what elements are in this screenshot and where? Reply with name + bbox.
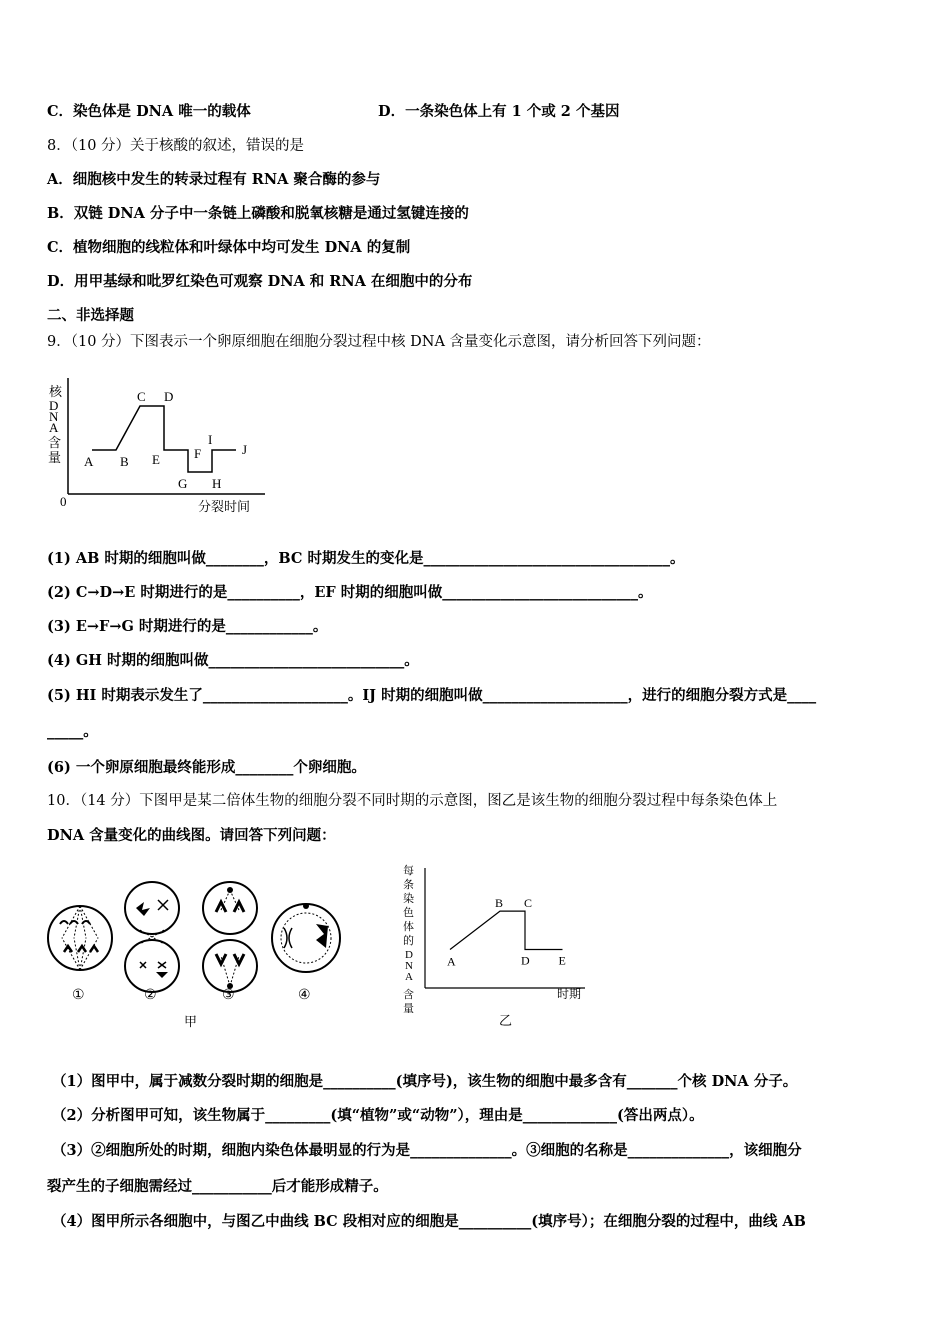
q9-sub4: (4) GH 时期的细胞叫做___________________________。 — [47, 652, 419, 669]
svg-text:量: 量 — [403, 1003, 414, 1015]
q9-x-label: 分裂时间 — [198, 499, 251, 514]
q9-sub6: (6) 一个卵原细胞最终能形成________个卵细胞。 — [47, 759, 366, 776]
q10-sub2: （2）分析图甲可知，该生物属于_________(填“植物”或“动物”），理由是_____________(答出两点）。 — [52, 1107, 704, 1124]
svg-text:D: D — [405, 949, 413, 961]
svg-text:N: N — [49, 409, 59, 424]
q7-option-d: D．一条染色体上有 1 个或 2 个基因 — [378, 103, 620, 120]
q9-point-label-f: F — [194, 446, 202, 461]
svg-text:染: 染 — [403, 893, 414, 905]
caption-jia: 甲 — [184, 1014, 198, 1029]
q8-option-d: D．用甲基绿和吡罗红染色可观察 DNA 和 RNA 在细胞中的分布 — [47, 273, 473, 290]
q9-y-label — [48, 384, 63, 465]
cell-4 — [272, 903, 340, 972]
q9-sub2: (2) C→D→E 时期进行的是__________，EF 时期的细胞叫做___________________________。 — [47, 584, 653, 601]
svg-text:A: A — [49, 420, 59, 435]
q10-figure-jia — [40, 870, 360, 1035]
q9-point-label-c: C — [137, 389, 146, 404]
svg-text:核: 核 — [49, 384, 63, 399]
q8-option-a: A．细胞核中发生的转录过程有 RNA 聚合酶的参与 — [47, 171, 381, 188]
q10-sub3-cont: 裂产生的子细胞需经过___________后才能形成精子。 — [47, 1178, 388, 1195]
q9-stem: 9．（10 分）下图表示一个卵原细胞在细胞分裂过程中核 DNA 含量变化示意图，请分析回答下列问题： — [47, 334, 711, 350]
svg-text:含: 含 — [403, 989, 414, 1001]
q9-sub5: (5) HI 时期表示发生了____________________。IJ 时期的细胞叫做____________________，进行的细胞分裂方式是____ — [47, 687, 817, 704]
q10-stem-cont: DNA 含量变化的曲线图。请回答下列问题： — [47, 827, 336, 844]
q9-series-line — [92, 406, 236, 472]
q10-point-label-b: B — [495, 896, 504, 911]
q10-point-labels — [447, 896, 566, 968]
q9-point-label-g: G — [178, 476, 188, 491]
caption-yi: 乙 — [499, 1013, 513, 1028]
q9-point-label-a: A — [84, 454, 94, 469]
svg-text:色: 色 — [403, 907, 414, 919]
q9-point-label-d: D — [164, 389, 174, 404]
q8-option-c: C．植物细胞的线粒体和叶绿体中均可发生 DNA 的复制 — [47, 239, 411, 256]
cell-2 — [124, 882, 180, 992]
q9-point-label-b: B — [120, 454, 129, 469]
svg-text:量: 量 — [48, 450, 62, 465]
q10-stem: 10．（14 分）下图甲是某二倍体生物的细胞分裂不同时期的示意图，图乙是该生物的细胞分裂过程中每条染色体上 — [47, 793, 778, 809]
q9-point-label-e: E — [152, 452, 160, 467]
q8-stem: 8．（10 分）关于核酸的叙述，错误的是 — [47, 138, 305, 154]
q10-point-label-d: D — [521, 953, 530, 968]
q7-option-c: C．染色体是 DNA 唯一的载体 — [47, 103, 251, 120]
q9-sub5-cont: _____。 — [47, 723, 98, 740]
cell-label-4: ④ — [298, 988, 311, 1003]
q9-origin: 0 — [60, 494, 67, 509]
cell-label-3: ③ — [222, 988, 235, 1003]
q8-option-b: B．双链 DNA 分子中一条链上磷酸和脱氧核糖是通过氢键连接的 — [47, 205, 469, 222]
svg-text:N: N — [405, 960, 413, 972]
svg-text:含: 含 — [48, 435, 62, 450]
cell-3 — [203, 882, 257, 992]
cell-1 — [48, 906, 112, 970]
svg-text:的: 的 — [403, 935, 414, 947]
cell-label-2: ② — [144, 988, 157, 1003]
q9-sub1: (1) AB 时期的细胞叫做________，BC 时期发生的变化是__________________________________。 — [47, 550, 685, 567]
q10-sub4: （4）图甲所示各细胞中，与图乙中曲线 BC 段相对应的细胞是__________(填序号）；在细胞分裂的过程中，曲线 AB — [52, 1213, 806, 1230]
svg-text:体: 体 — [403, 921, 414, 933]
q9-sub3: (3) E→F→G 时期进行的是____________。 — [47, 618, 328, 635]
q10-point-label-c: C — [524, 896, 533, 911]
q9-dna-chart — [40, 370, 280, 520]
q10-y-label — [403, 863, 414, 1015]
q10-point-label-a: A — [447, 954, 456, 969]
q10-sub1: （1）图甲中，属于减数分裂时期的细胞是__________(填序号)，该生物的细胞中最多含有_______个核 DNA 分子。 — [52, 1073, 798, 1090]
q9-point-label-i: I — [208, 432, 213, 447]
q9-point-labels — [84, 389, 247, 491]
svg-text:D: D — [49, 398, 59, 413]
q9-point-label-h: H — [212, 476, 222, 491]
svg-text:A: A — [405, 971, 413, 983]
q10-sub3: （3）②细胞所处的时期，细胞内染色体最明显的行为是______________。③细胞的名称是______________，该细胞分 — [52, 1142, 802, 1159]
section-title: 二、非选择题 — [47, 307, 134, 324]
q10-chart-yi — [395, 860, 595, 1030]
q10-point-label-e: E — [558, 953, 566, 968]
q10-series-line — [450, 911, 563, 949]
q10-x-label: 时期 — [557, 987, 582, 1001]
q9-point-label-j: J — [242, 442, 248, 457]
svg-text:每: 每 — [403, 865, 414, 877]
cell-label-1: ① — [72, 988, 85, 1003]
svg-text:条: 条 — [403, 879, 414, 891]
